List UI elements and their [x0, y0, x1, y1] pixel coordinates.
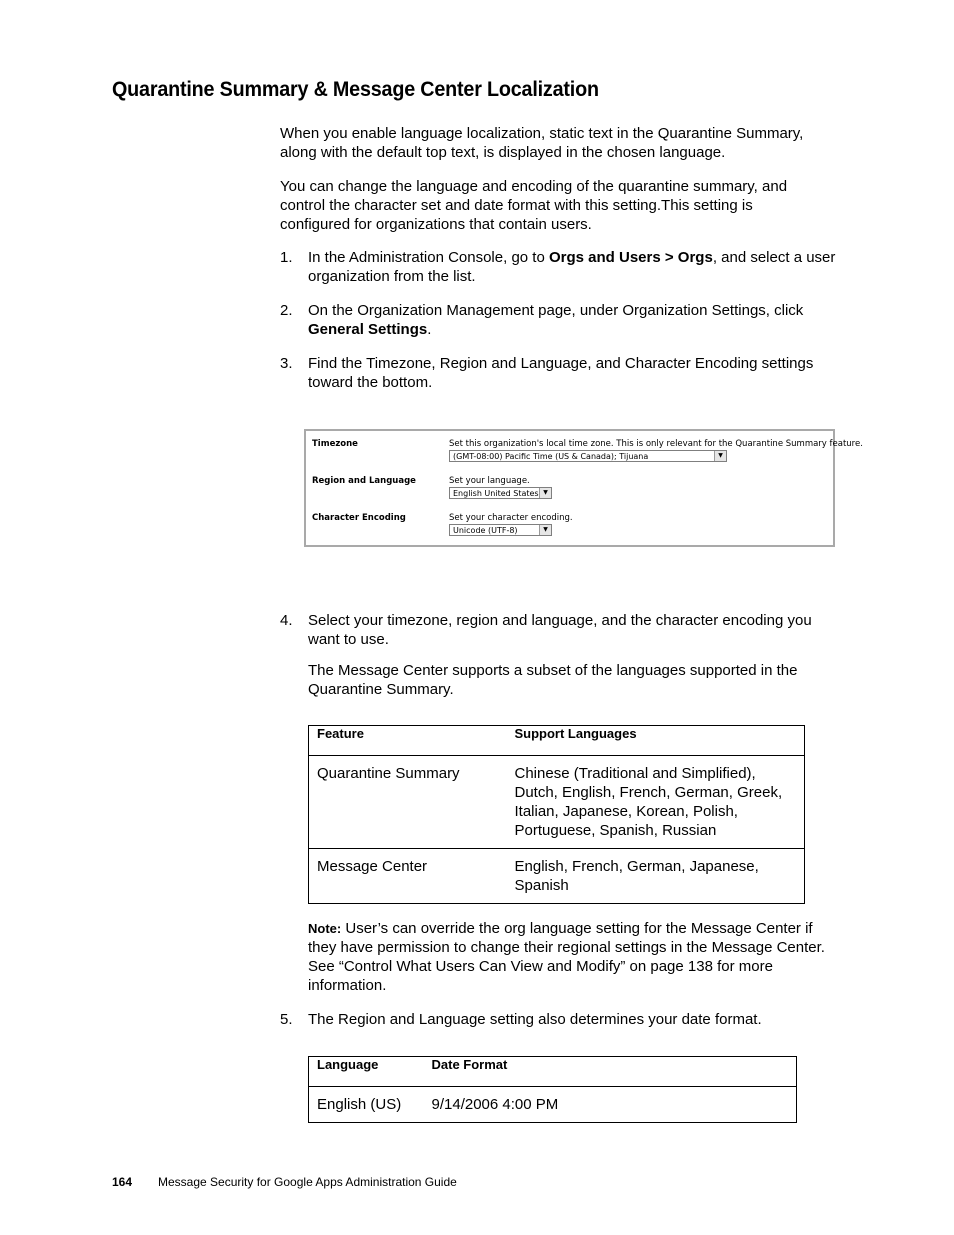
step-number: 2.	[280, 302, 293, 319]
table-header-row	[309, 1057, 797, 1087]
region-language-select[interactable]: English United States ▼	[449, 487, 552, 499]
step-text: The Region and Language setting also determines your date format.	[308, 1011, 762, 1028]
note-text: User’s can override the org language setting for the Message Center if they have permission to change their regional settings in the Message Center. See “Control What Users Can View and Modify” on page 138 for more information.	[308, 920, 825, 994]
table-cell: English, French, German, Japanese, Spanish	[507, 849, 805, 904]
table-cell: English (US)	[309, 1087, 424, 1123]
step-text: In the Administration Console, go to Orgs and Users > Orgs, and select a user organization from the list.	[308, 249, 836, 285]
table-header-cell: Language	[309, 1057, 424, 1087]
region-language-label: Region and Language	[312, 476, 416, 486]
note	[308, 919, 843, 995]
timezone-select[interactable]: (GMT-08:00) Pacific Time (US & Canada); Tijuana ▼	[449, 450, 727, 462]
page-number: 164	[112, 1175, 133, 1189]
step-number: 4.	[280, 612, 293, 629]
chevron-down-icon: ▼	[539, 488, 551, 498]
footer-title: Message Security for Google Apps Administration Guide	[158, 1175, 457, 1189]
intro-paragraph-1: When you enable language localization, static text in the Quarantine Summary, along with the default top text, is displayed in the chosen language.	[280, 125, 804, 161]
table-row	[309, 1087, 797, 1123]
step-4-paragraph: The Message Center supports a subset of the languages supported in the Quarantine Summary.	[308, 662, 798, 698]
page-heading: Quarantine Summary & Message Center Localization	[112, 78, 599, 101]
timezone-description: Set this organization's local time zone. This is only relevant for the Quarantine Summary feature.	[449, 439, 863, 449]
table-header-cell: Date Format	[424, 1057, 797, 1087]
table-cell: 9/14/2006 4:00 PM	[424, 1087, 797, 1123]
step-number: 3.	[280, 355, 293, 372]
chevron-down-icon: ▼	[539, 525, 551, 535]
chevron-down-icon: ▼	[714, 451, 726, 461]
step-text: Select your timezone, region and language, and the character encoding you want to use.	[308, 612, 812, 648]
table-cell: Chinese (Traditional and Simplified), Dutch, English, French, German, Greek, Italian, Japanese, Korean, Polish, Portuguese, Spanish, Russian	[507, 756, 805, 849]
table-header-cell: Support Languages	[507, 726, 805, 756]
character-encoding-description: Set your character encoding.	[449, 513, 573, 523]
step-text: Find the Timezone, Region and Language, and Character Encoding settings toward the bottom.	[308, 355, 814, 391]
table-cell: Quarantine Summary	[309, 756, 507, 849]
settings-screenshot	[304, 429, 863, 547]
character-encoding-setting	[306, 513, 833, 543]
table-header-row	[309, 726, 805, 756]
table-row	[309, 756, 805, 849]
region-language-description: Set your language.	[449, 476, 530, 486]
timezone-label: Timezone	[312, 439, 358, 449]
region-language-setting	[306, 476, 833, 506]
languages-table	[308, 725, 805, 904]
table-header-cell: Feature	[309, 726, 507, 756]
intro-paragraph-2: You can change the language and encoding of the quarantine summary, and control the character set and date format with this setting.This setting is configured for organizations that contain users.	[280, 178, 788, 233]
step-text: On the Organization Management page, under Organization Settings, click General Settings.	[308, 302, 804, 338]
timezone-setting	[306, 439, 863, 469]
table-cell: Message Center	[309, 849, 507, 904]
character-encoding-select[interactable]: Unicode (UTF-8) ▼	[449, 524, 552, 536]
date-format-table	[308, 1056, 797, 1123]
character-encoding-label: Character Encoding	[312, 513, 406, 523]
table-row	[309, 849, 805, 904]
note-label: Note:	[308, 921, 342, 936]
step-number: 5.	[280, 1011, 293, 1028]
step-number: 1.	[280, 249, 293, 266]
